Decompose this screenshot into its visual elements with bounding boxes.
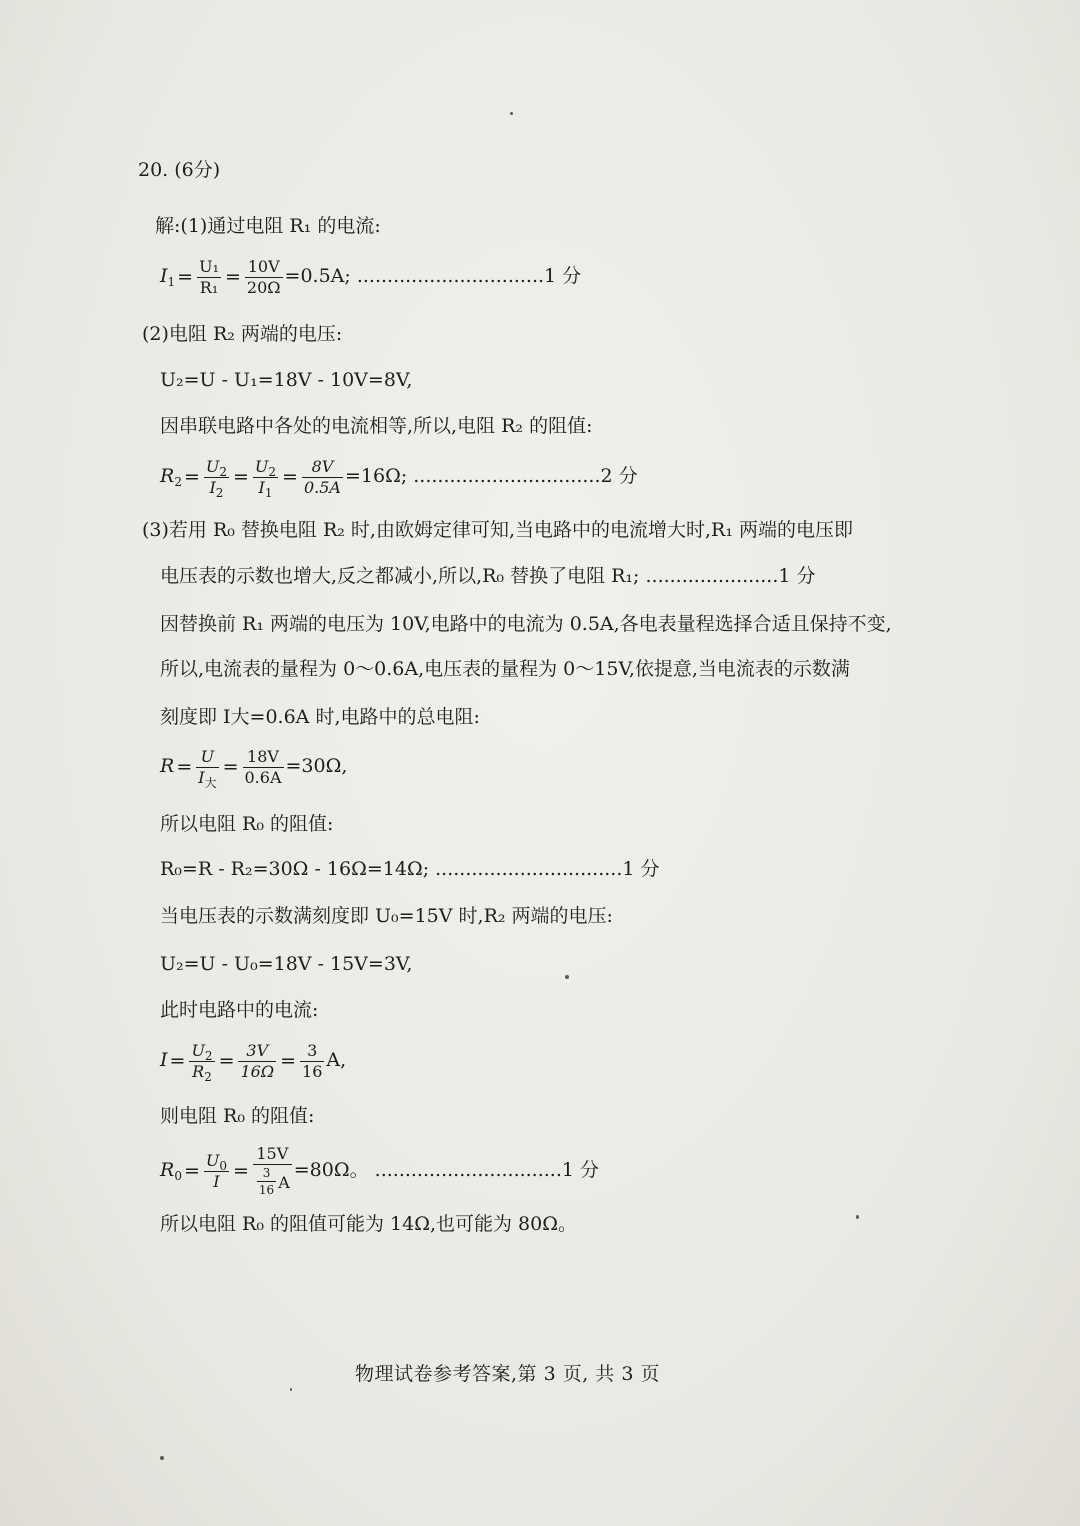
formula-r0-second-result: =80Ω。 ...............................1 分 [293, 1159, 600, 1181]
series-current-statement: 因串联电路中各处的电流相等,所以,电阻 R₂ 的阻值: [160, 415, 593, 437]
scan-speck [160, 1456, 164, 1460]
formula-total-r: R = $\frac{U}{I_大}$ = $\frac{18V}{0.6A}$ =30Ω, [160, 746, 348, 790]
formula-i-result: A, [326, 1049, 347, 1071]
scan-speck [565, 975, 569, 979]
question-header: 20. (6分) [138, 159, 221, 181]
solution-part-3-line-5: 刻度即 I大=0.6A 时,电路中的总电阻: [160, 706, 480, 728]
formula-r2-result: =16Ω; ...............................2 分 [344, 465, 638, 487]
solution-part-3-line-4: 所以,电流表的量程为 0～0.6A,电压表的量程为 0～15V,依提意,当电流表的示数满 [160, 658, 850, 680]
formula-r0-first: R₀=R - R₂=30Ω - 16Ω=14Ω; ...............................1 分 [160, 858, 660, 880]
conclusion: 所以电阻 R₀ 的阻值可能为 14Ω,也可能为 80Ω。 [160, 1213, 577, 1235]
solution-part-1-intro: 解:(1)通过电阻 R₁ 的电流: [155, 215, 381, 237]
formula-i1: $I_1$ = $\frac{\text{U₁}}{\text{R₁}}$ = $\frac{10V}{20\Omega}$ =0.5A; ...............................1 分 [160, 256, 582, 297]
formula-u2-second: U₂=U - U₀=18V - 15V=3V, [160, 953, 413, 975]
scan-speck [510, 112, 513, 115]
fraction-u1-r1: $\frac{\text{U₁}}{\text{R₁}}$ [199, 256, 219, 297]
solution-part-3-line-3: 因替换前 R₁ 两端的电压为 10V,电路中的电流为 0.5A,各电表量程选择合适且保持不变, [160, 613, 892, 635]
formula-u2: U₂=U - U₁=18V - 10V=8V, [160, 369, 413, 391]
page-footer: 物理试卷参考答案,第 3 页, 共 3 页 [355, 1363, 660, 1385]
fraction-10v-20ohm: $\frac{10V}{20\Omega}$ [246, 256, 281, 297]
scan-speck [856, 1215, 859, 1219]
formula-total-r-result: =30Ω, [285, 755, 348, 777]
voltmeter-full-scale-statement: 当电压表的示数满刻度即 U₀=15V 时,R₂ 两端的电压: [160, 905, 613, 927]
r0-intro-2: 则电阻 R₀ 的阻值: [160, 1105, 315, 1127]
formula-r2: $R_2$ = $\frac{U_2}{I_2}$ = $\frac{U_2}{I_1}$ = $\frac{8V}{0.5A}$ =16Ω; ...............................2 分 [160, 456, 638, 500]
formula-r0-second: $R_0$ = $\frac{U_0}{I}$ = 15V $\frac{3}{16}$ A =80Ω。 ...............................1 分 [160, 1144, 600, 1197]
solution-part-3-line-2: 电压表的示数也增大,反之都减小,所以,R₀ 替换了电阻 R₁; ......................1 分 [160, 565, 816, 587]
formula-i: I = $\frac{U_2}{R_2}$ = $\frac{3V}{16\Omega}$ = $\frac{3}{16}$ A, [160, 1040, 347, 1084]
formula-i1-result: =0.5A; ...............................1 分 [284, 265, 582, 287]
solution-part-3-line-1: (3)若用 R₀ 替换电阻 R₂ 时,由欧姆定律可知,当电路中的电流增大时,R₁ 两端的电压即 [142, 519, 853, 541]
scan-speck [290, 1388, 292, 1391]
solution-part-2-intro: (2)电阻 R₂ 两端的电压: [142, 323, 343, 345]
r0-intro-1: 所以电阻 R₀ 的阻值: [160, 813, 334, 835]
current-intro: 此时电路中的电流: [160, 999, 319, 1021]
